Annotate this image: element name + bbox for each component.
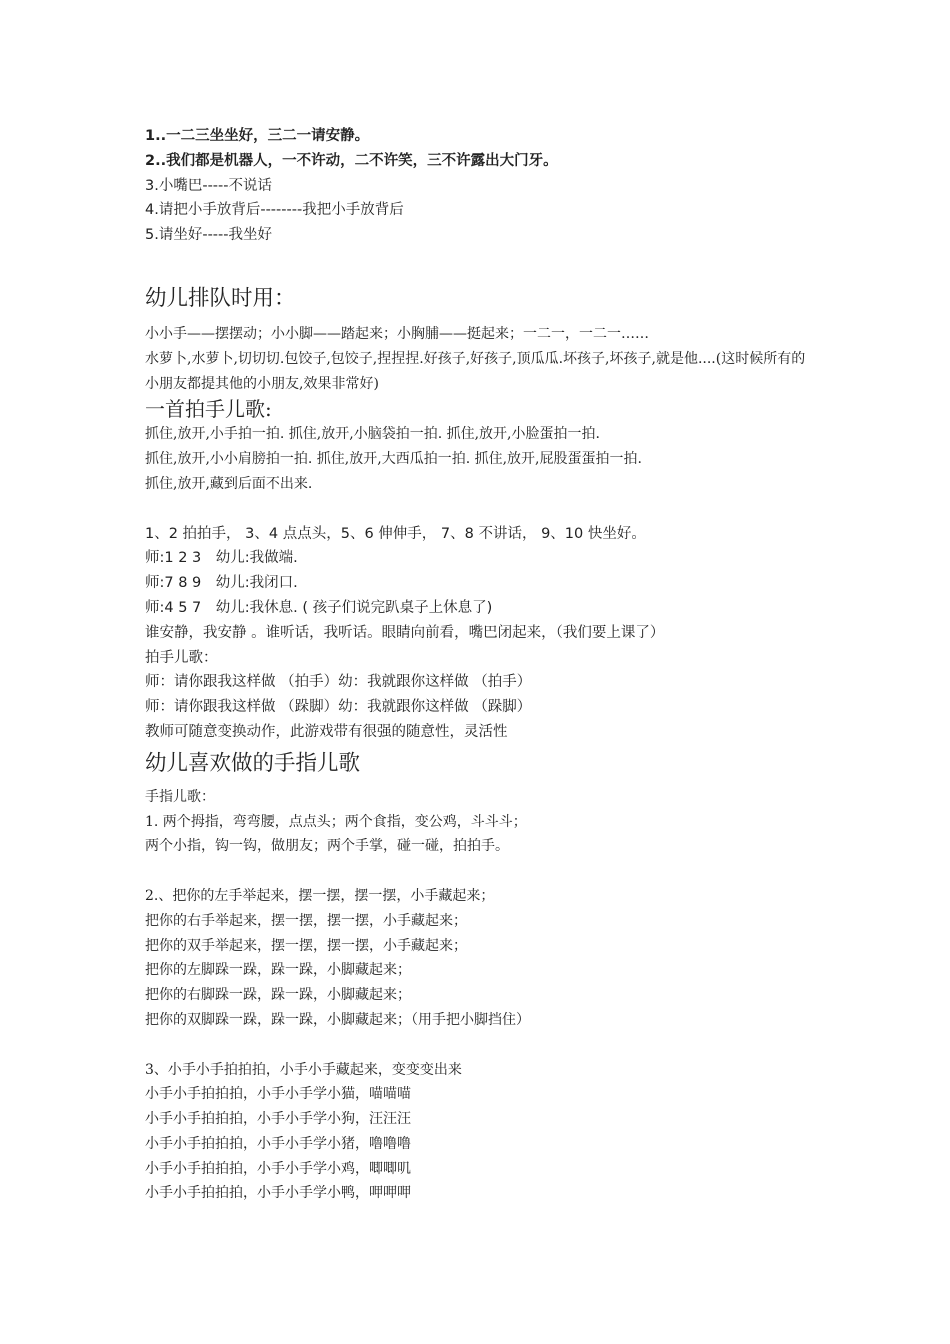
queue-heading: 幼儿排队时用： bbox=[145, 285, 296, 311]
finger-part1-line-1: 1. 两个拇指，弯弯腰，点点头；两个食指，变公鸡，斗斗斗； bbox=[145, 813, 527, 830]
numbers-line-4: 师:4 5 7 幼儿:我休息. ( 孩子们说完趴桌子上休息了) bbox=[145, 599, 493, 616]
finger-part2-line-4: 把你的左脚跺一跺，跺一跺，小脚藏起来； bbox=[145, 962, 411, 979]
numbers-line-3: 师:7 8 9 幼儿:我闭口. bbox=[145, 575, 298, 592]
clap-line-2: 抓住,放开,小小肩膀拍一拍. 抓住,放开,大西瓜拍一拍. 抓住,放开,屁股蛋蛋拍一拍. bbox=[145, 451, 642, 468]
rule-3: 3.小嘴巴-----不说话 bbox=[145, 177, 272, 194]
finger-part3-line-1: 3、小手小手拍拍拍，小手小手藏起来，变变变出来 bbox=[145, 1061, 462, 1078]
clap-line-3: 抓住,放开,藏到后面不出来. bbox=[145, 475, 313, 492]
queue-line-1: 小小手——摆摆动；小小脚——踏起来；小胸脯——挺起来；一二一，一二一…… bbox=[145, 325, 649, 342]
finger-part3-line-2: 小手小手拍拍拍，小手小手学小猫，喵喵喵 bbox=[145, 1086, 411, 1103]
finger-part3-line-3: 小手小手拍拍拍，小手小手学小狗，汪汪汪 bbox=[145, 1111, 411, 1128]
finger-intro: 手指儿歌： bbox=[145, 788, 215, 805]
finger-part2-line-6: 把你的双脚跺一跺，跺一跺，小脚藏起来；（用手把小脚挡住） bbox=[145, 1011, 530, 1028]
rule-4: 4.请把小手放背后--------我把小手放背后 bbox=[145, 202, 404, 219]
numbers-line-6: 拍手儿歌： bbox=[145, 649, 218, 666]
finger-part2-line-1: 2.、把你的左手举起来，摆一摆，摆一摆，小手藏起来； bbox=[145, 887, 495, 904]
numbers-line-8: 师：请你跟我这样做 （跺脚）幼：我就跟你这样做 （跺脚） bbox=[145, 699, 532, 716]
finger-part2-line-3: 把你的双手举起来，摆一摆，摆一摆，小手藏起来； bbox=[145, 937, 467, 954]
numbers-line-5: 谁安静，我安静 。谁听话，我听话。眼睛向前看，嘴巴闭起来，（我们要上课了） bbox=[145, 624, 665, 641]
numbers-line-1: 1、2 拍拍手， 3、4 点点头，5、6 伸伸手， 7、8 不讲话， 9、10 快坐好。 bbox=[145, 525, 646, 542]
finger-part3-line-6: 小手小手拍拍拍，小手小手学小鸭，呷呷呷 bbox=[145, 1185, 411, 1202]
queue-line-2: 水萝卜,水萝卜,切切切.包饺子,包饺子,捏捏捏.好孩子,好孩子,顶瓜瓜.坏孩子,坏孩子,就是他....(这时候所有的小朋友都提其他的小朋友,效果非常好) bbox=[145, 350, 806, 392]
numbers-line-7: 师：请你跟我这样做 （拍手）幼：我就跟你这样做 （拍手） bbox=[145, 674, 532, 691]
clap-line-1: 抓住,放开,小手拍一拍. 抓住,放开,小脑袋拍一拍. 抓住,放开,小脸蛋拍一拍. bbox=[145, 426, 600, 443]
clap-heading: 一首拍手儿歌: bbox=[145, 397, 272, 422]
finger-part2-line-5: 把你的右脚跺一跺，跺一跺，小脚藏起来； bbox=[145, 987, 411, 1004]
rule-2: 2..我们都是机器人，一不许动，二不许笑，三不许露出大门牙。 bbox=[145, 152, 558, 169]
finger-part3-line-5: 小手小手拍拍拍，小手小手学小鸡，唧唧叽 bbox=[145, 1160, 411, 1177]
finger-part1-line-2: 两个小指，钩一钩，做朋友；两个手掌，碰一碰，拍拍手。 bbox=[145, 838, 509, 855]
rule-5: 5.请坐好-----我坐好 bbox=[145, 227, 272, 244]
finger-part2-line-2: 把你的右手举起来，摆一摆，摆一摆，小手藏起来； bbox=[145, 912, 467, 929]
numbers-line-2: 师:1 2 3 幼儿:我做端. bbox=[145, 550, 298, 567]
finger-heading: 幼儿喜欢做的手指儿歌 bbox=[145, 750, 361, 776]
rule-1: 1..一二三坐坐好，三二一请安静。 bbox=[145, 128, 370, 144]
numbers-line-9: 教师可随意变换动作，此游戏带有很强的随意性，灵活性 bbox=[145, 723, 508, 740]
document-body bbox=[145, 124, 865, 1206]
finger-part3-line-4: 小手小手拍拍拍，小手小手学小猪，噜噜噜 bbox=[145, 1135, 411, 1152]
